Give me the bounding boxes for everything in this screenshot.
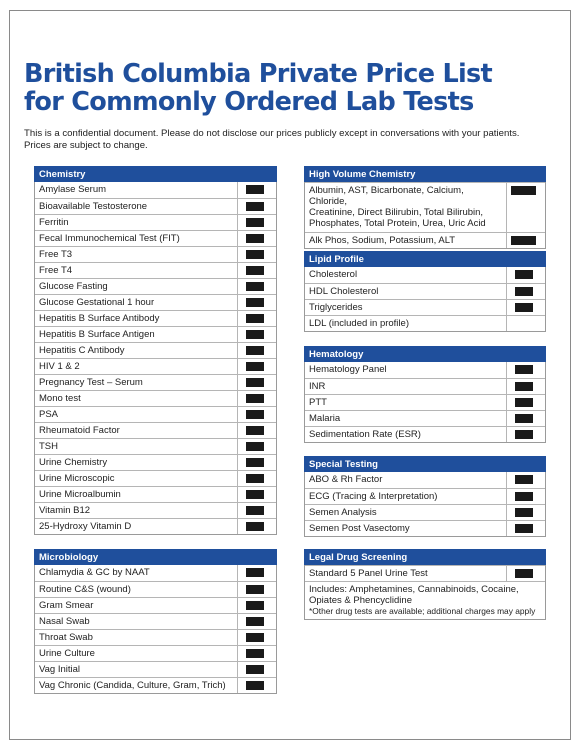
redacted-price: [246, 474, 264, 483]
row-label: Ferritin: [39, 217, 69, 228]
drug-screening-table: [304, 549, 546, 620]
table-row: [35, 246, 276, 262]
row-label: Malaria: [309, 413, 341, 424]
microbiology-heading: Microbiology: [34, 549, 277, 565]
row-label: TSH: [39, 441, 58, 452]
table-row: [305, 426, 545, 442]
price-cell: [237, 565, 276, 581]
row-label: Hepatitis C Antibody: [39, 345, 125, 356]
redacted-price: [246, 346, 264, 355]
table-row: [35, 310, 276, 326]
redacted-price: [246, 506, 264, 515]
redacted-price: [515, 270, 533, 279]
includes-line-2: Opiates & Phencyclidine: [309, 595, 412, 606]
price-cell: [237, 247, 276, 262]
redacted-price: [515, 430, 533, 439]
table-row: [35, 262, 276, 278]
table-row: [305, 472, 545, 488]
price-cell: [506, 284, 545, 299]
table-row: [305, 378, 545, 394]
notice-line-2: Prices are subject to change.: [24, 139, 148, 151]
table-row: [305, 565, 545, 581]
row-label: Vag Initial: [39, 664, 81, 675]
price-cell: [506, 566, 545, 581]
hematology-heading: Hematology: [304, 346, 546, 362]
hematology-table: [304, 346, 546, 443]
price-cell: [237, 630, 276, 645]
row-label: Fecal Immunochemical Test (FIT): [39, 233, 180, 244]
table-row: [305, 504, 545, 520]
high-volume-line-1: Albumin, AST, Bicarbonate, Calcium, Chloride,: [309, 185, 464, 207]
price-cell: [237, 391, 276, 406]
table-row: [305, 182, 545, 232]
redacted-price: [246, 330, 264, 339]
row-label: Throat Swab: [39, 632, 93, 643]
table-row: [305, 315, 545, 331]
redacted-price: [246, 410, 264, 419]
table-row: [35, 406, 276, 422]
redacted-price: [246, 522, 264, 531]
price-cell: [237, 215, 276, 230]
notice-line-1: This is a confidential document. Please do not disclose our prices publicly except in conversations with your patients.: [24, 128, 520, 139]
row-label: Free T3: [39, 249, 73, 260]
redacted-price: [515, 414, 533, 423]
table-row: [35, 326, 276, 342]
high-volume-table: [304, 166, 546, 249]
redacted-price: [515, 287, 533, 296]
price-cell: [506, 379, 545, 394]
page-title: [24, 60, 544, 116]
row-label: PTT: [309, 397, 327, 408]
table-row: [35, 182, 276, 198]
table-row: [305, 362, 545, 378]
row-label: Semen Post Vasectomy: [309, 523, 410, 534]
table-row: [35, 454, 276, 470]
price-cell: [506, 427, 545, 442]
row-label: Urine Microscopic: [39, 473, 115, 484]
redacted-price: [246, 442, 264, 451]
redacted-price: [515, 569, 533, 578]
row-label: Standard 5 Panel Urine Test: [309, 568, 428, 579]
row-label: Vag Chronic (Candida, Culture, Gram, Trich): [39, 680, 226, 691]
table-row: [35, 470, 276, 486]
row-label: Hepatitis B Surface Antigen: [39, 329, 155, 340]
row-label: Rheumatoid Factor: [39, 425, 120, 436]
price-cell: [506, 472, 545, 488]
redacted-price: [246, 250, 264, 259]
price-cell: [237, 455, 276, 470]
row-label: Triglycerides: [309, 302, 363, 313]
high-volume-line-3: Phosphates, Total Protein, Urea, Uric Acid: [309, 218, 486, 229]
chemistry-heading: Chemistry: [34, 166, 277, 182]
table-row: [35, 502, 276, 518]
table-row: [35, 677, 276, 693]
row-label: Glucose Fasting: [39, 281, 108, 292]
high-volume-line-2: Creatinine, Direct Bilirubin, Total Bilirubin,: [309, 207, 484, 218]
redacted-price: [246, 568, 264, 577]
row-label: Sedimentation Rate (ESR): [309, 429, 421, 440]
price-cell: [506, 316, 545, 331]
table-row: [305, 267, 545, 283]
row-label: Nasal Swab: [39, 616, 90, 627]
redacted-price: [515, 475, 533, 484]
row-label: Bioavailable Testosterone: [39, 201, 148, 212]
row-label: Amylase Serum: [39, 184, 107, 195]
table-row: [35, 565, 276, 581]
price-cell: [237, 375, 276, 390]
price-cell: [237, 471, 276, 486]
table-row: [305, 232, 545, 248]
table-row: [35, 486, 276, 502]
price-cell: [237, 614, 276, 629]
redacted-price: [246, 681, 264, 690]
redacted-price: [246, 202, 264, 211]
row-label: Alk Phos, Sodium, Potassium, ALT: [309, 235, 456, 246]
price-cell: [506, 362, 545, 378]
high-volume-heading: High Volume Chemistry: [304, 166, 546, 182]
table-row: [305, 394, 545, 410]
price-cell: [237, 662, 276, 677]
row-label: ABO & Rh Factor: [309, 474, 383, 485]
row-label: HDL Cholesterol: [309, 286, 379, 297]
price-cell: [237, 646, 276, 661]
price-cell: [506, 505, 545, 520]
title-line-2: for Commonly Ordered Lab Tests: [24, 87, 474, 117]
table-row: [35, 374, 276, 390]
price-cell: [237, 231, 276, 246]
price-cell: [237, 199, 276, 214]
row-label: Cholesterol: [309, 269, 358, 280]
redacted-price: [511, 186, 536, 195]
chemistry-table: [34, 166, 277, 535]
row-label: INR: [309, 381, 326, 392]
table-row: [35, 645, 276, 661]
table-row: [35, 390, 276, 406]
price-cell: [237, 359, 276, 374]
price-cell: [506, 233, 545, 248]
price-cell: [237, 423, 276, 438]
row-label: Mono test: [39, 393, 81, 404]
table-row: [35, 518, 276, 534]
redacted-price: [246, 665, 264, 674]
special-testing-heading: Special Testing: [304, 456, 546, 472]
table-row: [35, 214, 276, 230]
row-label: Vitamin B12: [39, 505, 91, 516]
price-cell: [237, 678, 276, 693]
price-cell: [506, 521, 545, 536]
row-label: Urine Microalbumin: [39, 489, 121, 500]
price-cell: [237, 439, 276, 454]
redacted-price: [515, 524, 533, 533]
redacted-price: [246, 266, 264, 275]
table-row: [35, 230, 276, 246]
price-cell: [237, 503, 276, 518]
drug-footnote: *Other drug tests are available; additional charges may apply: [309, 606, 536, 616]
table-row: [35, 358, 276, 374]
table-row: [35, 342, 276, 358]
price-cell: [237, 182, 276, 198]
redacted-price: [246, 490, 264, 499]
redacted-price: [246, 601, 264, 610]
redacted-price: [246, 585, 264, 594]
redacted-price: [246, 458, 264, 467]
table-row: [305, 299, 545, 315]
table-row: [305, 520, 545, 536]
price-cell: [237, 487, 276, 502]
row-label: Pregnancy Test – Serum: [39, 377, 143, 388]
price-cell: [237, 519, 276, 534]
price-cell: [506, 395, 545, 410]
special-testing-table: [304, 456, 546, 537]
price-cell: [237, 582, 276, 597]
price-cell: [506, 489, 545, 504]
table-row: [305, 283, 545, 299]
price-cell: [237, 295, 276, 310]
price-cell: [237, 327, 276, 342]
price-cell: [506, 267, 545, 283]
row-label: Free T4: [39, 265, 73, 276]
table-row: [35, 422, 276, 438]
table-row: [35, 597, 276, 613]
redacted-price: [246, 234, 264, 243]
table-row: [35, 629, 276, 645]
redacted-price: [246, 617, 264, 626]
redacted-price: [246, 649, 264, 658]
row-label: Hepatitis B Surface Antibody: [39, 313, 160, 324]
row-label: HIV 1 & 2: [39, 361, 80, 372]
price-cell: [506, 300, 545, 315]
price-cell: [237, 407, 276, 422]
lipid-heading: Lipid Profile: [304, 251, 546, 267]
redacted-price: [515, 365, 533, 374]
table-row: [35, 438, 276, 454]
redacted-price: [515, 508, 533, 517]
redacted-price: [246, 394, 264, 403]
table-row: [35, 613, 276, 629]
redacted-price: [246, 218, 264, 227]
redacted-price: [246, 362, 264, 371]
table-row: [35, 278, 276, 294]
redacted-price: [511, 236, 536, 245]
table-row: [305, 410, 545, 426]
price-cell: [237, 311, 276, 326]
confidential-notice: [24, 128, 544, 151]
title-line-1: British Columbia Private Price List: [24, 59, 493, 89]
redacted-price: [246, 282, 264, 291]
row-label: Gram Smear: [39, 600, 94, 611]
includes-line-1: Includes: Amphetamines, Cannabinoids, Cocaine,: [309, 584, 519, 595]
redacted-price: [246, 633, 264, 642]
row-label: Chlamydia & GC by NAAT: [39, 567, 150, 578]
redacted-price: [246, 185, 264, 194]
table-row: [35, 661, 276, 677]
row-label: Urine Chemistry: [39, 457, 108, 468]
table-row: [35, 198, 276, 214]
redacted-price: [515, 303, 533, 312]
redacted-price: [246, 378, 264, 387]
price-cell: [237, 263, 276, 278]
redacted-price: [246, 298, 264, 307]
row-label: 25-Hydroxy Vitamin D: [39, 521, 132, 532]
row-label: ECG (Tracing & Interpretation): [309, 491, 438, 502]
table-row: [305, 488, 545, 504]
row-label: LDL (included in profile): [309, 318, 409, 329]
price-cell: [237, 343, 276, 358]
table-row: [35, 294, 276, 310]
price-cell: [506, 411, 545, 426]
row-label: Glucose Gestational 1 hour: [39, 297, 155, 308]
microbiology-table: [34, 549, 277, 694]
redacted-price: [515, 492, 533, 501]
row-label: Hematology Panel: [309, 364, 387, 375]
price-cell: [237, 598, 276, 613]
redacted-price: [246, 426, 264, 435]
row-label: PSA: [39, 409, 59, 420]
lipid-table: [304, 251, 546, 332]
row-label: Semen Analysis: [309, 507, 377, 518]
table-row: [35, 581, 276, 597]
price-cell: [506, 183, 545, 232]
row-label: Routine C&S (wound): [39, 584, 131, 595]
drug-screening-heading: Legal Drug Screening: [304, 549, 546, 565]
redacted-price: [515, 398, 533, 407]
price-cell: [237, 279, 276, 294]
drug-includes-row: [305, 581, 545, 619]
redacted-price: [246, 314, 264, 323]
row-label: Urine Culture: [39, 648, 95, 659]
redacted-price: [515, 382, 533, 391]
